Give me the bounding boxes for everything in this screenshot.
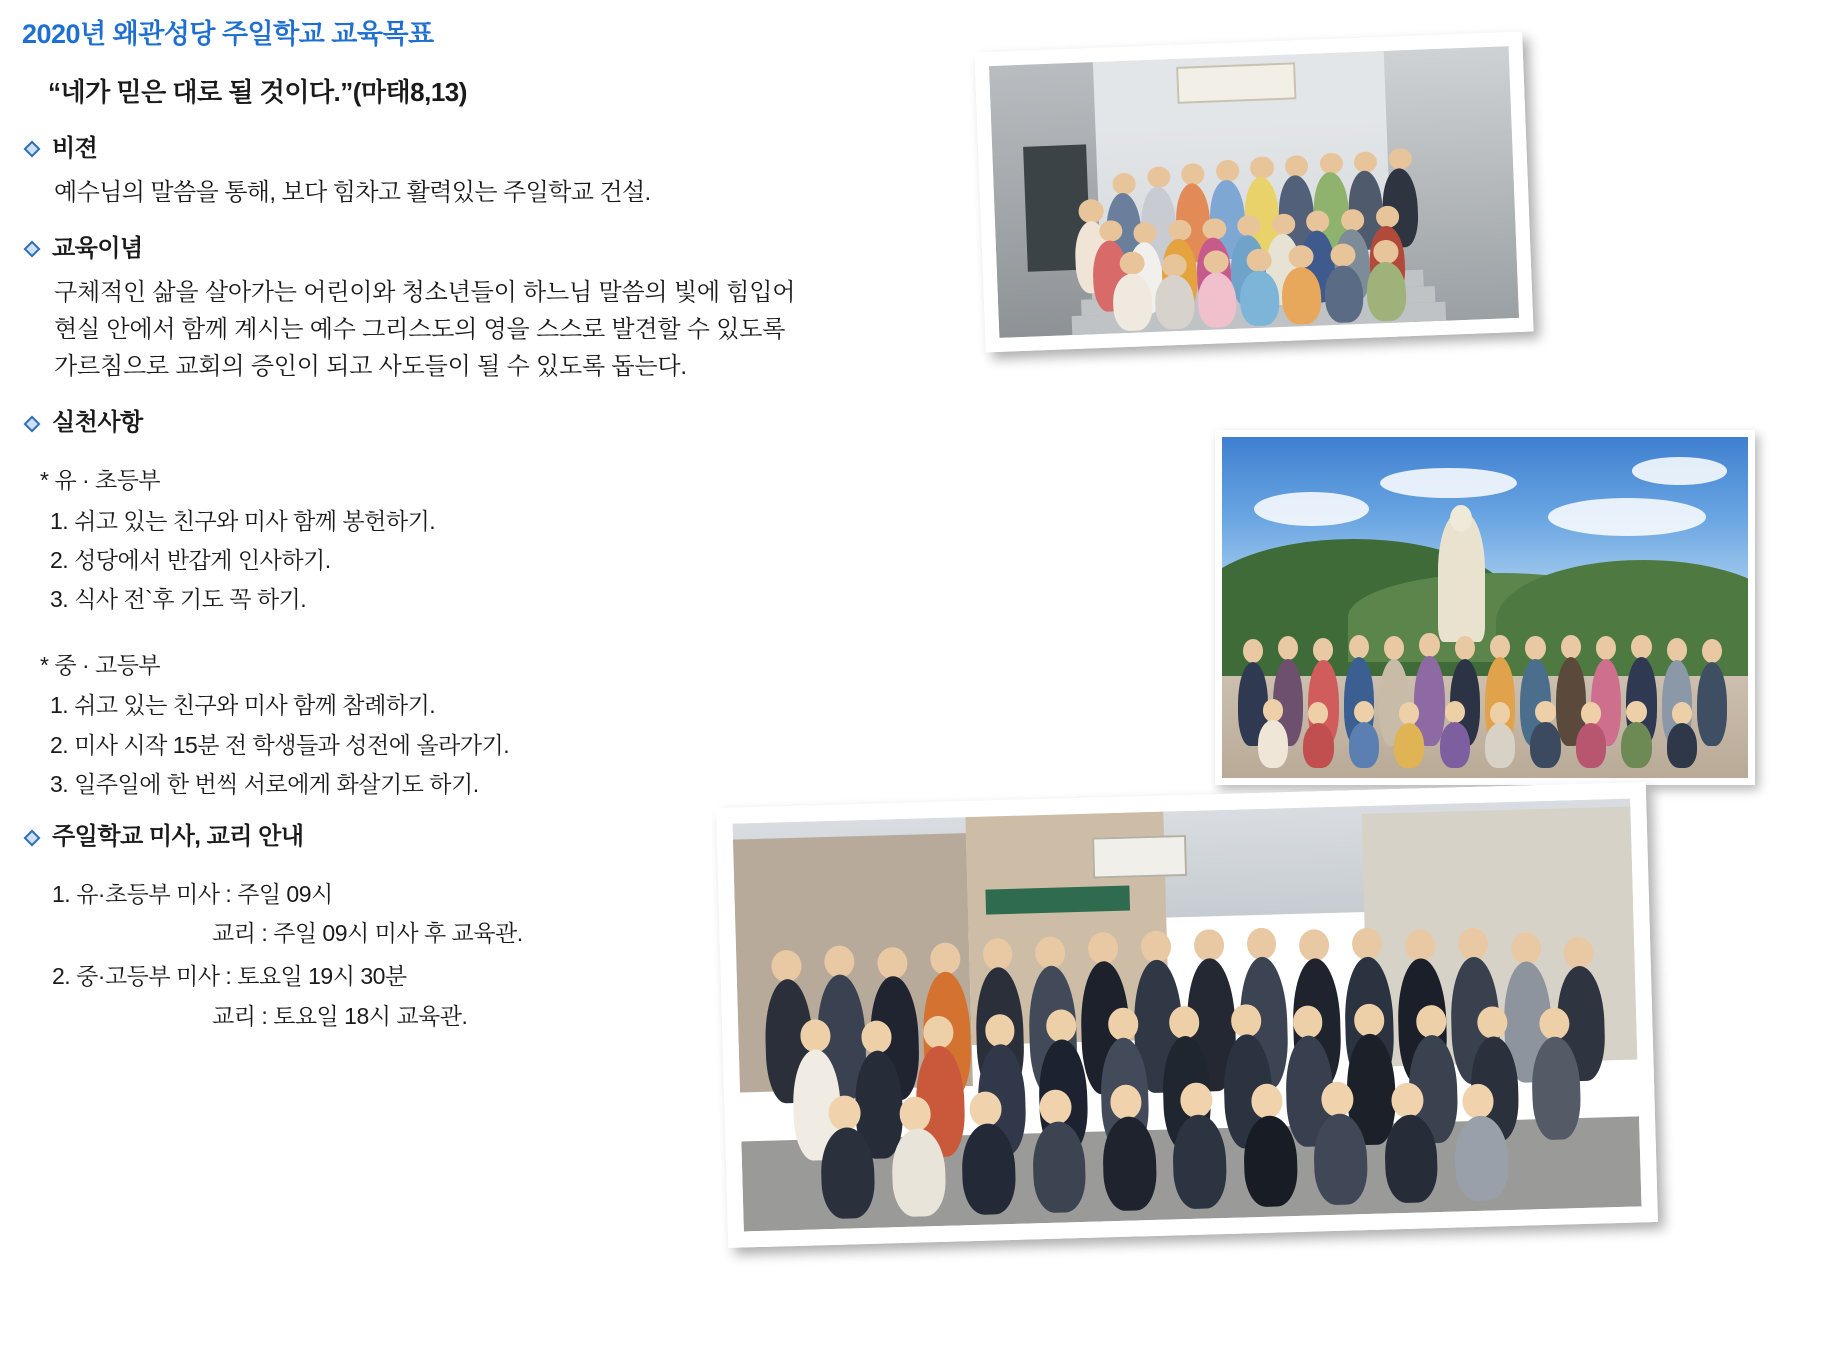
diamond-bullet-icon <box>22 828 41 847</box>
body-line: 가르침으로 교회의 증인이 되고 사도들이 될 수 있도록 돕는다. <box>54 353 687 381</box>
body-line: 현실 안에서 함께 계시는 예수 그리스도의 영을 스스로 발견할 수 있도록 <box>54 315 786 343</box>
list-item: 3. 일주일에 한 번씩 서로에게 화살기도 하기. <box>50 770 479 797</box>
photo-group-stairs <box>974 32 1533 353</box>
list-item: 1. 쉬고 있는 친구와 미사 함께 봉헌하기. <box>50 507 436 534</box>
section-philosophy <box>22 235 1010 385</box>
diamond-bullet-icon <box>22 240 41 259</box>
diamond-bullet-icon <box>22 140 41 159</box>
group-label: * 유 · 초등부 <box>40 467 161 494</box>
list-item: 2. 미사 시작 15분 전 학생들과 성전에 올라가기. <box>50 731 510 758</box>
photo-group-statue <box>1215 430 1755 785</box>
section-practice <box>22 409 1010 803</box>
practice-group-secondary <box>22 647 1010 804</box>
photo-stairs-scene <box>989 46 1519 338</box>
list-item: 1. 쉬고 있는 친구와 미사 함께 참례하기. <box>50 692 436 719</box>
section-practice-title: 실천사항 <box>52 409 143 437</box>
section-vision <box>22 135 1010 211</box>
list-item: 2. 성당에서 반갑게 인사하기. <box>50 547 331 574</box>
photo-winter-scene <box>732 799 1641 1232</box>
section-philosophy-header <box>22 235 1010 264</box>
list-item: 3. 식사 전`후 기도 꼭 하기. <box>50 586 307 613</box>
section-vision-body <box>22 174 1010 211</box>
practice-group-elementary <box>22 462 1010 619</box>
group-label: * 중 · 고등부 <box>40 651 161 678</box>
section-mass-info-title: 주일학교 미사, 교리 안내 <box>52 823 304 851</box>
body-line: 구체적인 삶을 살아가는 어린이와 청소년들이 하느님 말씀의 빛에 힘입어 <box>54 278 796 306</box>
page-title: 2020년 왜관성당 주일학교 교육목표 <box>22 19 434 49</box>
section-philosophy-title: 교육이념 <box>52 234 143 262</box>
catechism-time-elementary: 교리 : 주일 09시 미사 후 교육관. <box>212 920 523 947</box>
diamond-bullet-icon <box>22 414 41 433</box>
body-line: 예수님의 말씀을 통해, 보다 힘차고 활력있는 주일학교 건설. <box>54 178 651 206</box>
catechism-time-secondary: 교리 : 토요일 18시 교육관. <box>212 1002 468 1029</box>
section-vision-title: 비젼 <box>52 134 98 162</box>
mass-time-elementary: 1. 유·초등부 미사 : 주일 09시 <box>52 880 333 907</box>
mass-time-secondary: 2. 중·고등부 미사 : 토요일 19시 30분 <box>52 963 407 990</box>
photo-statue-scene <box>1222 437 1748 778</box>
section-philosophy-body <box>22 274 1010 386</box>
photo-group-winter <box>716 782 1658 1248</box>
section-practice-header <box>22 409 1010 438</box>
scripture-verse: “네가 믿은 대로 될 것이다.”(마태8,13) <box>48 77 467 108</box>
section-vision-header <box>22 135 1010 164</box>
